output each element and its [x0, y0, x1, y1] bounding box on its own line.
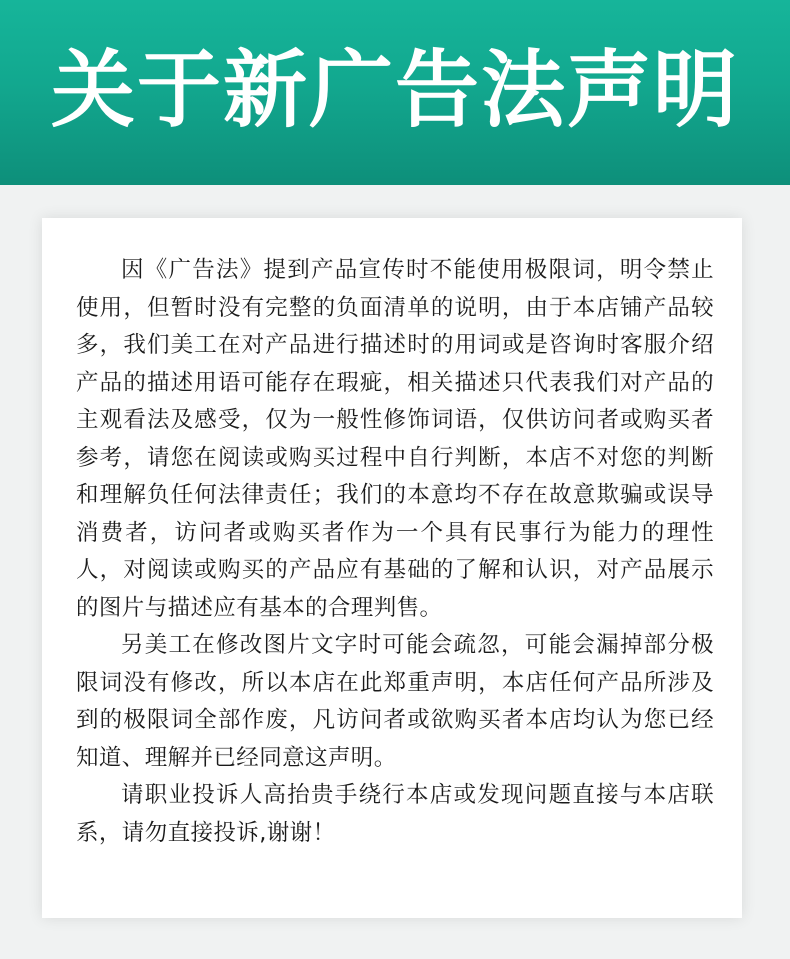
notice-paragraph-1: 因《广告法》提到产品宣传时不能使用极限词，明令禁止使用，但暂时没有完整的负面清单的说明，由于本店铺产品较多，我们美工在对产品进行描述时的用词或是咨询时客服介绍产品的描述用语可能存在瑕疵，相关描述只代表我们对产品的主观看法及感受，仅为一般性修饰词语，仅供访问者或购买者参考，请您在阅读或购买过程中自行判断，本店不对您的判断和理解负任何法律责任；我们的本意均不存在故意欺骗或误导消费者，访问者或购买者作为一个具有民事行为能力的理性人，对阅读或购买的产品应有基础的了解和认识，对产品展示的图片与描述应有基本的合理判售。 — [76, 257, 714, 621]
notice-paragraph-3: 请职业投诉人高抬贵手绕行本店或发现问题直接与本店联系，请勿直接投诉,谢谢！ — [76, 782, 714, 846]
notice-paragraph-2: 另美工在修改图片文字时可能会疏忽，可能会漏掉部分极限词没有修改，所以本店在此郑重声明，本店任何产品所涉及到的极限词全部作废，凡访问者或欲购买者本店均认为您已经知道、理解并已经同意这声明。 — [76, 632, 714, 771]
notice-card — [42, 218, 742, 918]
page-title: 关于新广告法声明 — [50, 40, 739, 139]
header-banner — [0, 0, 790, 185]
